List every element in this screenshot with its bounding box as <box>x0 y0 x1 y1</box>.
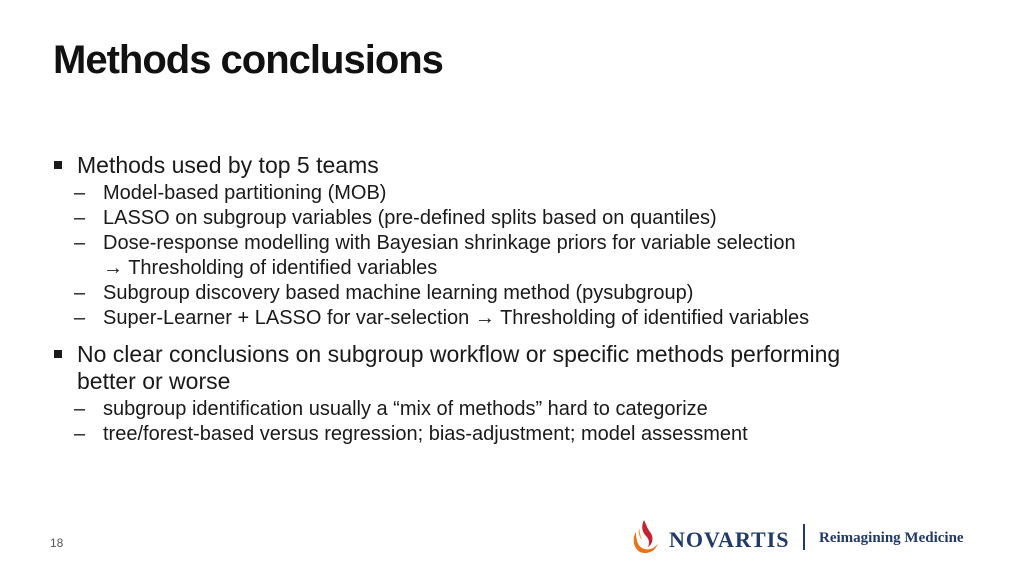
arrow-right-icon: → <box>103 257 123 279</box>
bullet-text-line1: No clear conclusions on subgroup workflow or specific methods performing <box>77 341 841 367</box>
sub-item-lasso <box>54 206 994 231</box>
dash-icon: – <box>74 282 86 304</box>
bullet-methods-used <box>54 152 994 179</box>
arrow-right-icon: → <box>474 307 495 329</box>
dash-icon: – <box>74 423 86 445</box>
sub-item-pysubgroup <box>54 281 994 306</box>
dash-icon: – <box>74 182 86 204</box>
page-number: 18 <box>50 536 64 550</box>
sub-item-super-learner <box>54 306 994 331</box>
sub-item-text: Thresholding of identified variables <box>500 307 810 329</box>
sub-item-text: Subgroup discovery based machine learning method (pysubgroup) <box>103 282 694 304</box>
square-bullet-icon <box>54 161 62 169</box>
novartis-logo <box>630 518 980 558</box>
sub-item-text: Thresholding of identified variables <box>128 257 438 279</box>
sub-item-tree-forest <box>54 422 994 447</box>
square-bullet-icon <box>54 350 62 358</box>
dash-icon: – <box>74 307 86 329</box>
bullet-no-clear-conclusions <box>54 341 994 395</box>
slide-title: Methods conclusions <box>53 38 443 82</box>
brand-name: NOVARTIS <box>669 527 790 552</box>
sub-list-methods <box>54 181 994 331</box>
novartis-flame-icon <box>630 518 660 554</box>
logo-divider <box>803 524 805 550</box>
sub-item-text: tree/forest-based versus regression; bias-adjustment; model assessment <box>103 423 748 445</box>
sub-item-text: Super-Learner + LASSO for var-selection <box>103 307 470 329</box>
bullet-text: Methods used by top 5 teams <box>77 152 379 178</box>
brand-tagline: Reimagining Medicine <box>819 530 964 546</box>
sub-item-dose-response <box>54 231 994 281</box>
sub-item-continuation <box>103 256 994 281</box>
sub-item-text: LASSO on subgroup variables (pre-defined splits based on quantiles) <box>103 207 717 229</box>
sub-list-conclusions <box>54 397 994 447</box>
dash-icon: – <box>74 232 86 254</box>
sub-item-text: subgroup identification usually a “mix of methods” hard to categorize <box>103 398 708 420</box>
sub-item-mob <box>54 181 994 206</box>
sub-item-text: Model-based partitioning (MOB) <box>103 182 387 204</box>
dash-icon: – <box>74 398 86 420</box>
slide-body <box>54 152 994 447</box>
sub-item-text: Dose-response modelling with Bayesian shrinkage priors for variable selection <box>103 232 796 254</box>
bullet-text-line2: better or worse <box>77 368 231 394</box>
sub-item-mix-of-methods <box>54 397 994 422</box>
dash-icon: – <box>74 207 86 229</box>
